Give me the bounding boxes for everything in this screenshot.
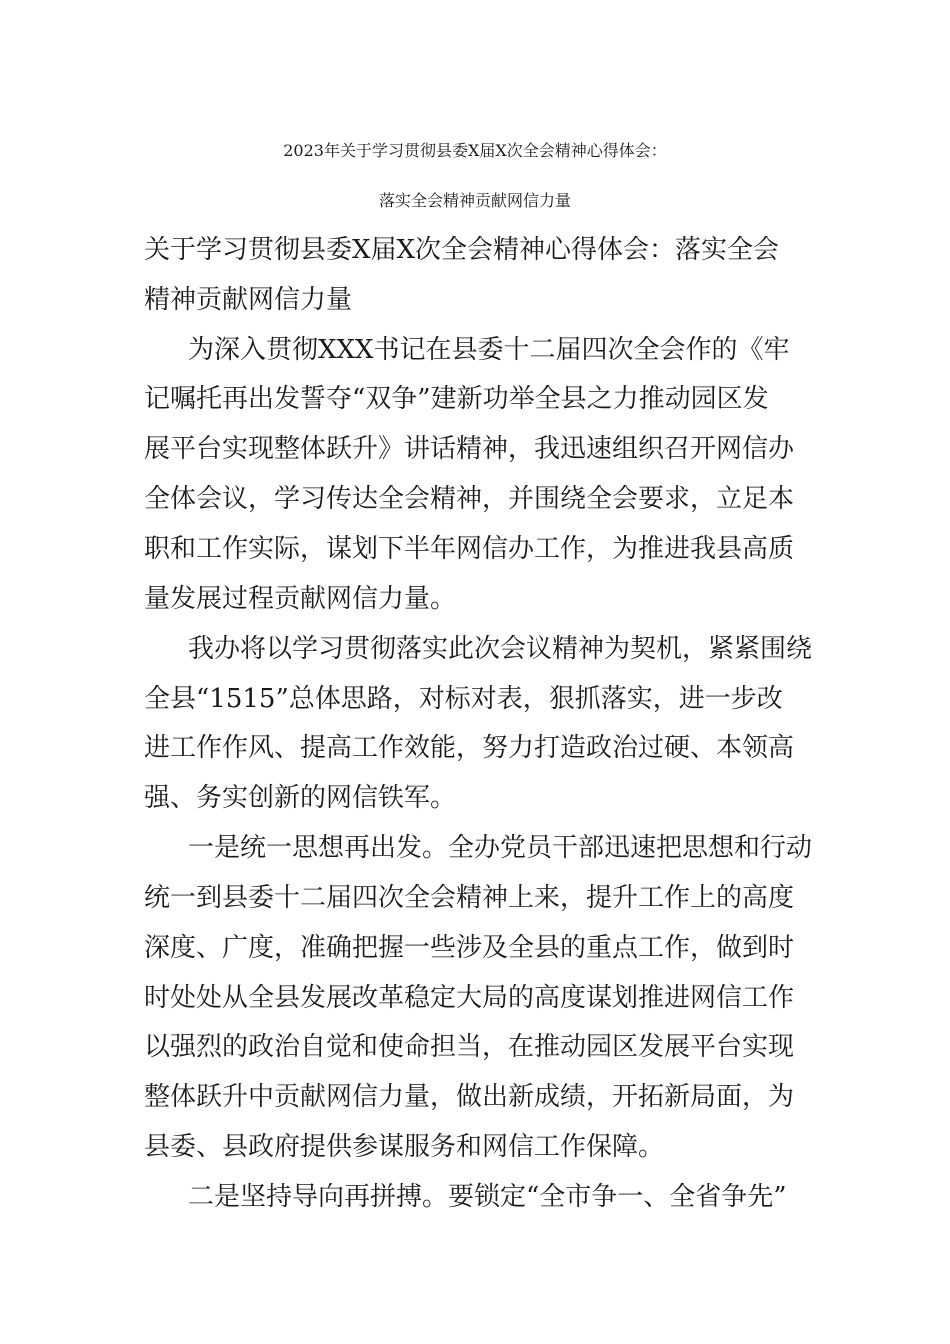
paragraph-3-line-6: 整体跃升中贡献网信力量，做出新成绩，开拓新局面，为 bbox=[144, 1082, 795, 1112]
paragraph-3-line-1: 一是统一思想再出发。全办党员干部迅速把思想和行动 bbox=[188, 833, 813, 863]
paragraph-1-line-6: 量发展过程贡献网信力量。 bbox=[144, 584, 457, 614]
document-title-line-1: 2023年关于学习贯彻县委X届X次全会精神心得体会： bbox=[283, 141, 667, 160]
subtitle-line-1: 关于学习贯彻县委X届X次全会精神心得体会：落实全会 bbox=[144, 235, 780, 265]
document-title-line-2: 落实全会精神贡献网信力量 bbox=[378, 191, 571, 210]
paragraph-3-line-5: 以强烈的政治自觉和使命担当，在推动园区发展平台实现 bbox=[144, 1032, 795, 1062]
paragraph-2-line-1: 我办将以学习贯彻落实此次会议精神为契机，紧紧围绕 bbox=[188, 634, 813, 664]
paragraph-1-line-5: 职和工作实际，谋划下半年网信办工作，为推进我县高质 bbox=[144, 534, 795, 564]
paragraph-4-line-1: 二是坚持导向再拼搏。要锁定“全市争一、全省争先” bbox=[188, 1182, 787, 1212]
paragraph-3-line-7: 县委、县政府提供参谋服务和网信工作保障。 bbox=[144, 1132, 665, 1162]
paragraph-3-line-3: 深度、广度，准确把握一些涉及全县的重点工作，做到时 bbox=[144, 933, 795, 963]
paragraph-1-line-2: 记嘱托再出发誓夺“双争”建新功举全县之力推动园区发 bbox=[144, 384, 769, 414]
paragraph-2-line-4: 强、务实创新的网信铁军。 bbox=[144, 783, 457, 813]
paragraph-2-line-3: 进工作作风、提高工作效能，努力打造政治过硬、本领高 bbox=[144, 733, 795, 763]
paragraph-1-line-3: 展平台实现整体跃升》讲话精神，我迅速组织召开网信办 bbox=[144, 434, 795, 464]
paragraph-3-line-2: 统一到县委十二届四次全会精神上来，提升工作上的高度 bbox=[144, 883, 795, 913]
paragraph-3-line-4: 时处处从全县发展改革稳定大局的高度谋划推进网信工作 bbox=[144, 983, 795, 1013]
paragraph-2-line-2: 全县“1515”总体思路，对标对表，狠抓落实，进一步改 bbox=[144, 684, 783, 714]
paragraph-1-line-4: 全体会议，学习传达全会精神，并围绕全会要求，立足本 bbox=[144, 484, 795, 514]
subtitle-line-2: 精神贡献网信力量 bbox=[144, 285, 353, 315]
paragraph-1-line-1: 为深入贯彻XXX书记在县委十二届四次全会作的《牢 bbox=[188, 335, 790, 365]
